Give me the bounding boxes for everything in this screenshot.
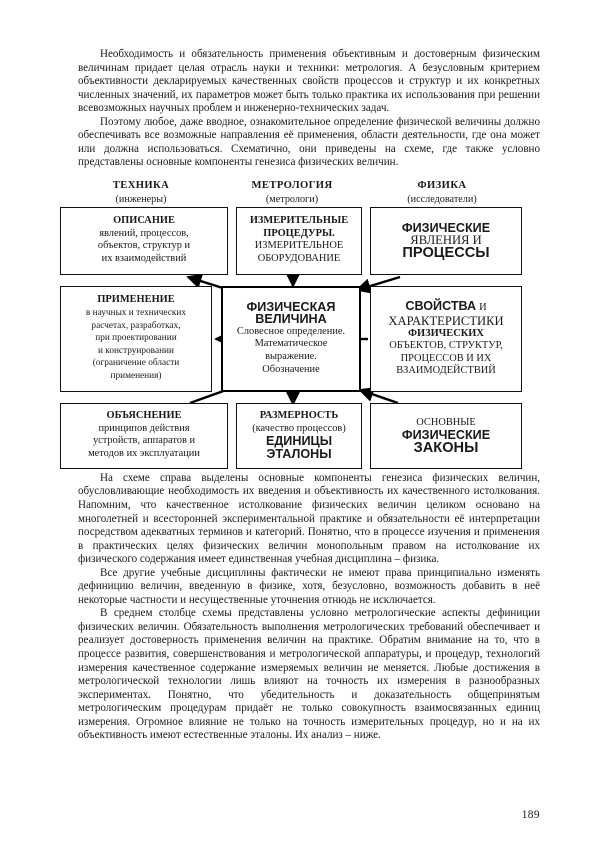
- diagram-box-razmernost: [236, 403, 362, 469]
- diagram-row-bottom: [60, 403, 522, 469]
- diagram-box-primenenie-line-6: (ограничение области: [92, 358, 180, 369]
- diagram-box-opisanie-line-1: ОПИСАНИЕ: [113, 215, 175, 227]
- column-heading-metrologiya: [222, 179, 362, 207]
- diagram-box-fizyav-line-1: ФИЗИЧЕСКИЕ: [401, 220, 491, 235]
- diagram-box-fizicheskaya-velichina: [221, 286, 361, 392]
- diagram-box-primenenie-line-5: и конструировании: [97, 345, 175, 356]
- diagram-box-zakony-line-1: ОСНОВНЫЕ: [416, 416, 476, 428]
- diagram-box-svoystva-i-harakteristiki: [370, 286, 522, 392]
- diagram-box-izmeritelnye-line-3: ИЗМЕРИТЕЛЬНОЕ: [254, 240, 344, 252]
- diagram-row-middle: [60, 286, 522, 392]
- diagram-box-primenenie-line-3: расчетах, разработках,: [91, 320, 181, 331]
- diagram-box-zakony-line-2: ФИЗИЧЕСКИЕ: [401, 428, 491, 443]
- paragraph-body-3: В среднем столбце схемы представлены условно метрологические аспекты дефиниции физических величин. Обязательность выполнения метрологических требований обеспечивает и реализует достоверность применения величин на практике. Обратим внимание на то, что в процессе развития, совершенствования и метрологической аппаратуры, и процедур, технологий измерения качественное содержание измеряемых величин не меняется. Любые достижения в метрологической технологии лишь влияют на точность их измерения в разнообразных экспериментах. Понятно, что убедительность и доказательность общепринятым метрологическим процедурам придаёт не только совокупность взаимосвязанных единиц измерения. Огромное влияние не только на точность измерительных процедур, но и на их объективность имеют естественные эталоны. Их анализ – ниже.: [78, 607, 540, 742]
- diagram-box-svoystva-line-7: ВЗАИМОДЕЙСТВИЙ: [396, 365, 496, 377]
- diagram-box-central-line-5: выражение.: [265, 351, 317, 363]
- diagram-box-izmeritelnye-line-1: ИЗМЕРИТЕЛЬНЫЕ: [249, 215, 349, 227]
- diagram-box-primenenie-line-1: ПРИМЕНЕНИЕ: [97, 294, 175, 306]
- diagram-box-opisanie: [60, 207, 228, 275]
- diagram-box-central-line-6: Обозначение: [262, 363, 320, 375]
- diagram-box-primenenie-line-7: применения): [110, 370, 162, 381]
- diagram-box-razmernost-line-4: ЭТАЛОНЫ: [266, 447, 332, 462]
- column-heading-metrologiya-title: МЕТРОЛОГИЯ: [251, 179, 333, 191]
- diagram-box-central-line-3: Словесное определение.: [236, 325, 346, 337]
- diagram-box-svoystva-line-1: СВОЙСТВА: [405, 298, 477, 313]
- diagram-rows: [60, 207, 522, 469]
- diagram-box-primenenie-line-4: при проектировании: [95, 333, 177, 344]
- diagram-box-primenenie-line-2: в научных и технических: [85, 307, 187, 318]
- diagram-box-izmeritelnye-line-2: ПРОЦЕДУРЫ.: [263, 227, 335, 239]
- diagram-box-razmernost-line-2: (качество процессов): [252, 422, 346, 434]
- column-heading-technika-title: ТЕХНИКА: [112, 179, 170, 191]
- diagram-box-obyasnenie-line-2: принципов действия: [98, 422, 190, 434]
- paragraph-body-1: На схеме справа выделены основные компоненты генезиса физических величин, обусловливающие необходимость их введения и объективность их качественного истолкования. Напомним, что качественное истолкование физических величин целиком основано на многолетней и всесторонней экспериментальной практике и обязательности её интерпретации посредством адекватных терминов и категорий. Понятно, что в процессе изучения и применения в практических целях физических величин монопольным правом на истолкование их физического содержания имеет единственная учебная дисциплина – физика.: [78, 471, 540, 566]
- diagram-box-razmernost-line-1: РАЗМЕРНОСТЬ: [259, 410, 339, 422]
- diagram-box-svoystva-line-4: ФИЗИЧЕСКИХ: [408, 327, 484, 339]
- diagram-box-obyasnenie: [60, 403, 228, 469]
- diagram-box-central-line-1: ФИЗИЧЕСКАЯ: [246, 299, 336, 314]
- diagram-box-svoystva-line-1-wrap: [375, 299, 517, 315]
- column-heading-fizika-title: ФИЗИКА: [417, 179, 467, 191]
- diagram-box-fizyav-line-2: ЯВЛЕНИЯ И: [410, 233, 482, 248]
- column-heading-metrologiya-subtitle: (метрологи): [265, 193, 319, 205]
- diagram-box-svoystva-line-2: И: [479, 301, 487, 313]
- diagram-box-zakony-line-3: ЗАКОНЫ: [413, 439, 479, 456]
- diagram-box-svoystva-line-3: ХАРАКТЕРИСТИКИ: [388, 313, 504, 328]
- diagram-box-razmernost-line-3: ЕДИНИЦЫ: [265, 434, 333, 449]
- diagram-box-obyasnenie-line-1: ОБЪЯСНЕНИЕ: [106, 410, 182, 422]
- column-heading-technika: [60, 179, 222, 207]
- diagram-box-obyasnenie-line-4: методов их эксплуатации: [88, 448, 200, 460]
- diagram-box-svoystva-line-5: ОБЪЕКТОВ, СТРУКТУР,: [389, 340, 503, 352]
- paragraph-body-2: Все другие учебные дисциплины фактически не имеют права принципиально изменять дефиницию величин, введенную в физике, хотя, безусловно, возможность добавить в неё некоторые частности и несущественные уточнения отнюдь не исключается.: [78, 566, 540, 606]
- diagram-box-svoystva-line-6: ПРОЦЕССОВ И ИХ: [400, 352, 492, 364]
- paragraph-intro-1: Необходимость и обязательность применения объективным и достоверным физическим величинам придает целая отрасль науки и техники: метрология. А безусловным критерием объективности декларируемых качественных свойств процессов и структур и их конкретных численных значений, их параметров может быть только практика их использования при решении всевозможных научных проблем и инженерно-технических задач.: [78, 48, 540, 115]
- diagram-box-fizyav-line-3: ПРОЦЕССЫ: [402, 244, 490, 261]
- genesis-of-physical-quantities-diagram: [60, 179, 522, 469]
- diagram-box-opisanie-line-4: их взаимодействий: [101, 253, 187, 265]
- page-number: 189: [521, 809, 540, 821]
- paragraph-intro-2: Поэтому любое, даже вводное, ознакомительное определение физической величины должно обеспечивать все возможные направления её применения, области деятельности, где она может или должна использоваться. Схематично, они приведены на схеме, где также условно представлены основные компоненты генезиса физических величин.: [78, 115, 540, 169]
- diagram-column-headings: [60, 179, 522, 207]
- diagram-box-central-line-2: ВЕЛИЧИНА: [255, 312, 327, 327]
- diagram-box-central-line-4: Математическое: [254, 338, 328, 350]
- diagram-box-opisanie-line-3: объектов, структур и: [97, 240, 191, 252]
- diagram-box-obyasnenie-line-3: устройств, аппаратов и: [92, 435, 196, 447]
- diagram-row-top: [60, 207, 522, 275]
- diagram-box-izmeritelnye-line-4: ОБОРУДОВАНИЕ: [257, 253, 341, 265]
- column-heading-fizika: [362, 179, 522, 207]
- column-heading-technika-subtitle: (инженеры): [115, 193, 167, 205]
- diagram-box-primenenie: [60, 286, 212, 392]
- diagram-box-opisanie-line-2: явлений, процессов,: [99, 227, 189, 239]
- diagram-box-izmeritelnye-procedury: [236, 207, 362, 275]
- diagram-box-osnovnye-fizicheskie-zakony: [370, 403, 522, 469]
- diagram-box-fizicheskie-yavleniya: [370, 207, 522, 275]
- column-heading-fizika-subtitle: (исследователи): [407, 193, 477, 205]
